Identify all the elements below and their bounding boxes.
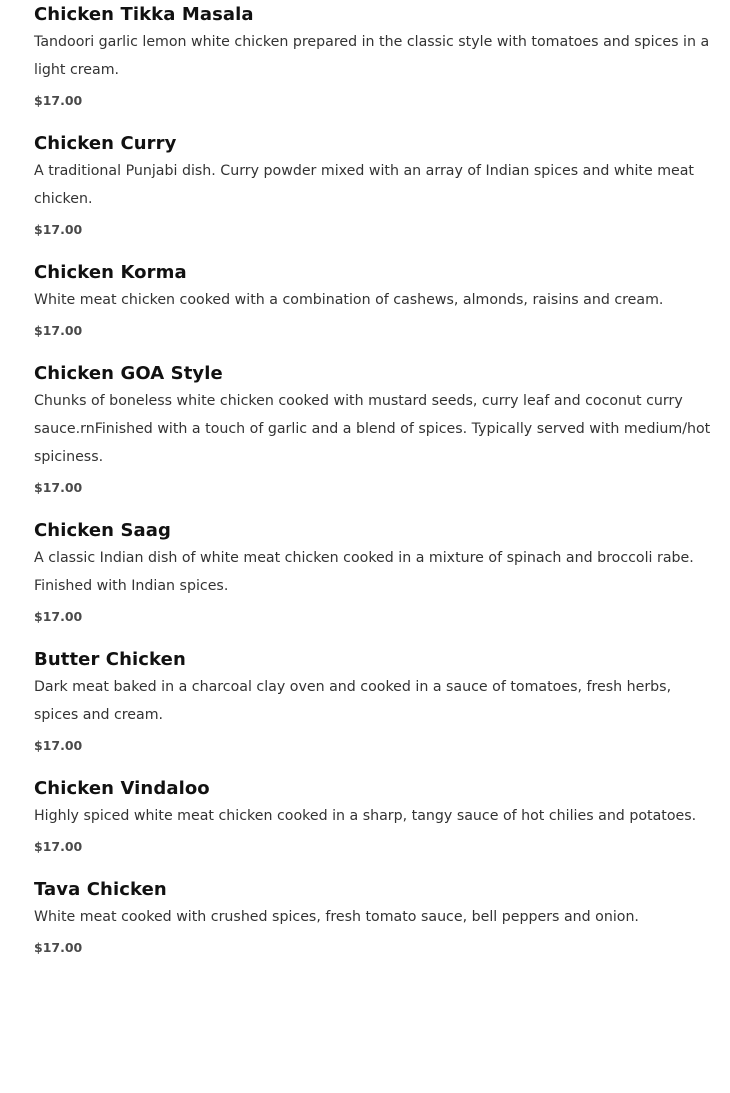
item-price: $17.00 [34, 222, 83, 237]
item-description: Highly spiced white meat chicken cooked in a sharp, tangy sauce of hot chilies and potatoes. [34, 808, 697, 824]
item-description: A traditional Punjabi dish. Curry powder mixed with an array of Indian spices and white meat chicken. [34, 163, 694, 207]
item-price: $17.00 [34, 940, 83, 955]
menu-item-chicken-goa-style[interactable] [34, 362, 714, 496]
item-name: Chicken GOA Style [34, 363, 223, 384]
menu-item-chicken-tikka-masala[interactable] [34, 3, 714, 109]
item-name: Chicken Tikka Masala [34, 4, 254, 25]
item-name: Tava Chicken [34, 879, 167, 900]
item-name: Chicken Curry [34, 133, 177, 154]
item-name: Chicken Saag [34, 520, 171, 541]
item-spacer [34, 625, 714, 648]
item-description: Chunks of boneless white chicken cooked with mustard seeds, curry leaf and coconut curry sauce.rnFinished with a touch of garlic and a blend of spices. Typically served with medium/hot spiciness. [34, 393, 711, 465]
item-spacer [34, 339, 714, 362]
item-description: White meat chicken cooked with a combination of cashews, almonds, raisins and cream. [34, 292, 664, 308]
item-description: Dark meat baked in a charcoal clay oven and cooked in a sauce of tomatoes, fresh herbs, spices and cream. [34, 679, 672, 723]
item-spacer [34, 754, 714, 777]
item-price: $17.00 [34, 609, 83, 624]
menu-item-chicken-korma[interactable] [34, 261, 714, 339]
menu-item-tava-chicken[interactable] [34, 878, 714, 956]
item-spacer [34, 109, 714, 132]
menu-item-butter-chicken[interactable] [34, 648, 714, 754]
item-spacer [34, 855, 714, 878]
item-price: $17.00 [34, 323, 83, 338]
menu-list [34, 3, 714, 956]
item-price: $17.00 [34, 93, 83, 108]
item-description: A classic Indian dish of white meat chicken cooked in a mixture of spinach and broccoli rabe. Finished with Indian spices. [34, 550, 694, 594]
item-spacer [34, 496, 714, 519]
item-description: Tandoori garlic lemon white chicken prepared in the classic style with tomatoes and spices in a light cream. [34, 34, 710, 78]
item-name: Chicken Vindaloo [34, 778, 210, 799]
menu-item-chicken-vindaloo[interactable] [34, 777, 714, 855]
item-price: $17.00 [34, 839, 83, 854]
item-spacer [34, 238, 714, 261]
item-name: Chicken Korma [34, 262, 187, 283]
menu-item-chicken-saag[interactable] [34, 519, 714, 625]
item-description: White meat cooked with crushed spices, fresh tomato sauce, bell peppers and onion. [34, 909, 639, 925]
menu-item-chicken-curry[interactable] [34, 132, 714, 238]
item-name: Butter Chicken [34, 649, 186, 670]
item-price: $17.00 [34, 480, 83, 495]
item-price: $17.00 [34, 738, 83, 753]
